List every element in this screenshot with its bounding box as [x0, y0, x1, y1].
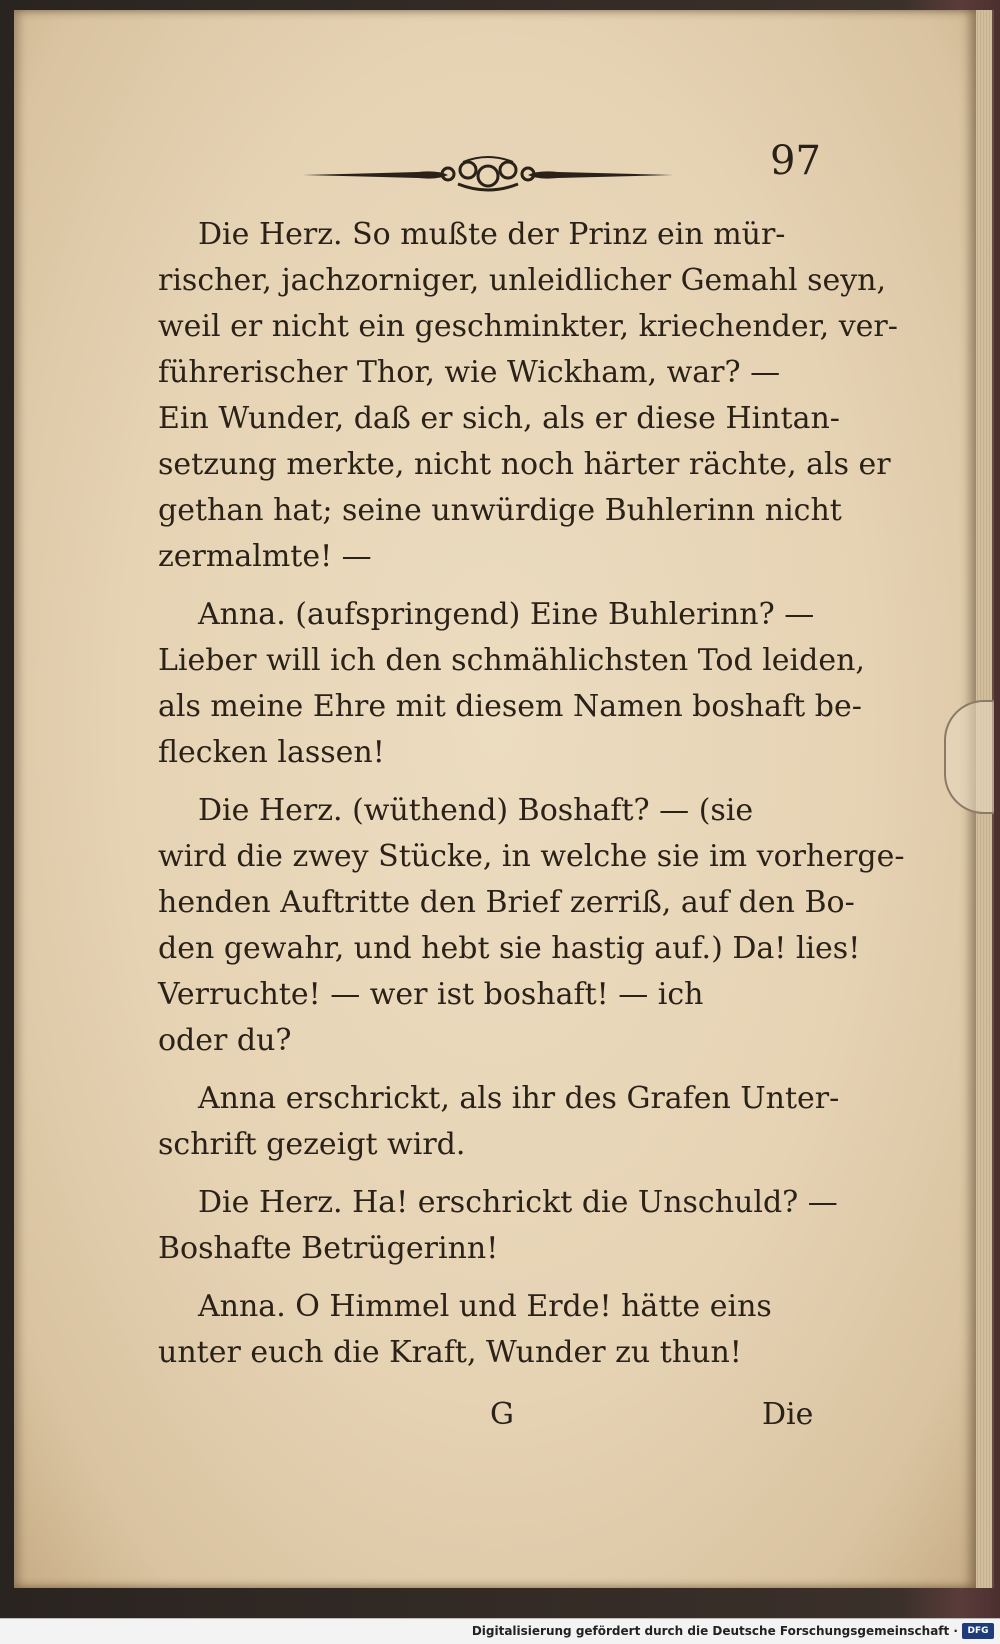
text-line: Anna. O Himmel und Erde! hätte eins: [198, 1289, 772, 1324]
text-line: Die Herz. So mußte der Prinz ein mür-: [198, 217, 786, 252]
text-line: oder du?: [158, 1023, 292, 1058]
text-line: Die Herz. (wüthend) Boshaft? — (sie: [198, 793, 754, 828]
text-line: Anna erschrickt, als ihr des Grafen Unter-: [198, 1081, 840, 1116]
text-line: den gewahr, und hebt sie hastig auf.) Da! lies!: [158, 931, 861, 966]
paragraph: [158, 592, 865, 776]
footer-bar: [0, 1618, 1000, 1644]
text-line: setzung merkte, nicht noch härter rächte, als er: [158, 447, 891, 482]
text-line: zermalmte! —: [158, 539, 372, 574]
page-number: 97: [770, 138, 821, 184]
text-line: Boshafte Betrügerinn!: [158, 1231, 499, 1266]
paragraph: [158, 212, 898, 580]
text-line: als meine Ehre mit diesem Namen boshaft be-: [158, 689, 862, 724]
paragraph: [158, 1076, 840, 1168]
paragraph: [158, 1284, 822, 1376]
bookmark-tab: [944, 700, 994, 814]
ornament-divider-icon: [298, 150, 678, 200]
text-line: Ein Wunder, daß er sich, als er diese Hintan-: [158, 401, 840, 436]
text-line: schrift gezeigt wird.: [158, 1127, 466, 1162]
text-line: gethan hat; seine unwürdige Buhlerinn nicht: [158, 493, 842, 528]
text-line: flecken lassen!: [158, 735, 385, 770]
catchword: Die: [762, 1397, 814, 1432]
text-line: wird die zwey Stücke, in welche sie im vorherge-: [158, 839, 905, 874]
text-line: Verruchte! — wer ist boshaft! — ich: [158, 977, 704, 1012]
paragraph: [158, 788, 905, 1064]
signature-mark: G: [490, 1397, 514, 1432]
text-line: henden Auftritte den Brief zerriß, auf den Bo-: [158, 885, 855, 920]
text-line: Lieber will ich den schmählichsten Tod leiden,: [158, 643, 865, 678]
body-text: [158, 212, 905, 1388]
text-line: weil er nicht ein geschminkter, kriechender, ver-: [158, 309, 898, 344]
text-line: rischer, jachzorniger, unleidlicher Gemahl seyn,: [158, 263, 887, 298]
text-line: Die Herz. Ha! erschrickt die Unschuld? —: [198, 1185, 838, 1220]
text-line: unter euch die Kraft, Wunder zu thun!: [158, 1335, 742, 1370]
footer-credit: Digitalisierung gefördert durch die Deutsche Forschungsgemeinschaft ·: [471, 1624, 958, 1638]
text-line: führerischer Thor, wie Wickham, war? —: [158, 355, 781, 390]
dfg-logo: DFG: [962, 1623, 994, 1639]
paragraph: [158, 1180, 838, 1272]
text-line: Anna. (aufspringend) Eine Buhlerinn? —: [198, 597, 815, 632]
